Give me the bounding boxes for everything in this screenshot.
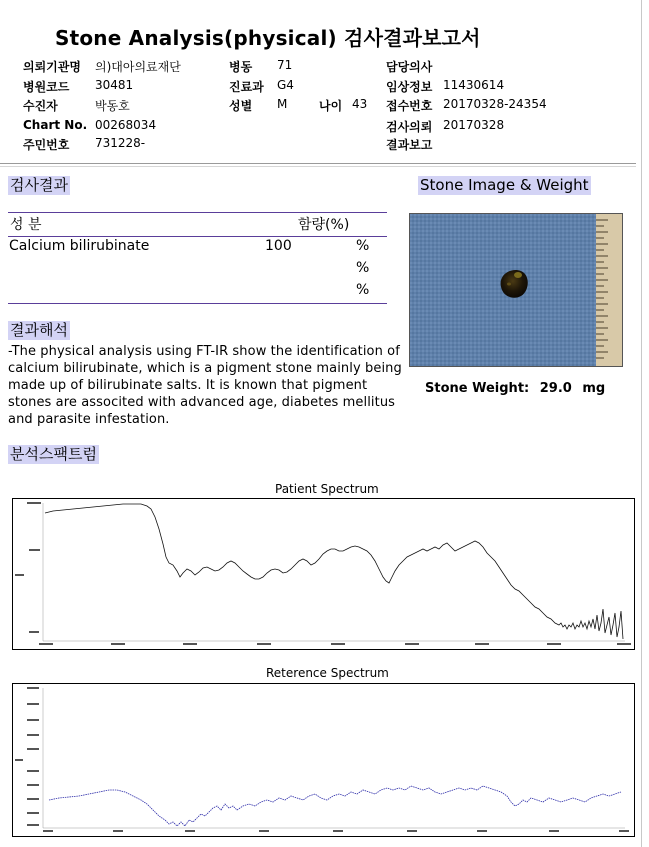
- header-field-chart-no: [23, 118, 157, 132]
- header-label: 의뢰기관명: [23, 60, 81, 74]
- header-divider: [0, 163, 636, 164]
- reference-spectrum-plot: [12, 683, 635, 837]
- header-value: 20170328: [443, 118, 505, 132]
- header-field-doctor: [386, 58, 432, 75]
- header-value: 20170328-24354: [443, 97, 547, 111]
- header-label: 나이: [319, 99, 343, 113]
- interpretation-text: -The physical analysis using FT-IR show the identification of calcium bilirubinate, which is a pigment stone mainly being made up of bilirubinate salts. It is known that pigment stones are associted with advanced age, diabetes mellitus and parasite infestation.: [8, 344, 402, 427]
- header-field-receipt-no: [386, 97, 547, 114]
- column-header-component: 성 분: [10, 217, 42, 233]
- header-field-ward: [229, 58, 293, 75]
- header-label: Chart No.: [23, 118, 88, 132]
- header-label: 성별: [229, 99, 253, 113]
- header-value: 43: [352, 97, 368, 111]
- header-field-clinical-info: [386, 78, 505, 95]
- header-value: 30481: [95, 78, 134, 92]
- header-value: M: [277, 97, 288, 111]
- section-title-spectra: 분석스팩트럼: [10, 445, 97, 463]
- table-rule: [8, 303, 387, 304]
- header-field-request-date: [386, 118, 505, 135]
- header-label: 주민번호: [23, 138, 70, 152]
- header-label: 임상정보: [386, 80, 433, 94]
- header-value: 00268034: [95, 118, 157, 132]
- patient-spectrum-plot: [12, 498, 635, 650]
- reference-spectrum-title: Reterence Spectrum: [266, 666, 389, 680]
- header-label: 병원코드: [23, 80, 70, 94]
- result-component: Calcium bilirubinate: [9, 238, 150, 254]
- header-value: 박동호: [95, 99, 130, 113]
- header-value: 71: [277, 58, 293, 72]
- patient-spectrum-line: [45, 504, 623, 639]
- stone-weight-value: 29.0: [539, 381, 572, 396]
- header-field-age: [319, 97, 368, 114]
- header-label: 병동: [229, 60, 253, 74]
- result-amount: 100: [265, 238, 292, 254]
- header-value: 11430614: [443, 78, 505, 92]
- result-unit: %: [356, 238, 370, 254]
- header-label: 검사의뢰: [386, 120, 433, 134]
- header-label: 수진자: [23, 99, 58, 113]
- header-label: 진료과: [229, 80, 264, 94]
- stone-photo: [409, 213, 623, 367]
- report-title: Stone Analysis(physical) 검사결과보고서: [55, 26, 481, 50]
- header-field-hospital-code: [23, 78, 134, 95]
- table-rule: [8, 212, 387, 213]
- header-field-institution: [23, 58, 181, 75]
- result-unit: %: [356, 260, 370, 276]
- result-unit: %: [356, 282, 370, 298]
- section-title-interpretation: 결과해석: [10, 321, 68, 339]
- page-edge: [641, 0, 642, 847]
- header-value: 의)대아의료재단: [95, 60, 181, 74]
- header-value: 731228-: [95, 136, 146, 150]
- section-title-results: 검사결과: [10, 176, 68, 194]
- header-field-resident-no: [23, 136, 146, 153]
- stone-weight-unit: mg: [582, 381, 606, 396]
- header-field-report-date: [386, 136, 432, 153]
- header-field-patient: [23, 97, 130, 114]
- header-field-sex: [229, 97, 288, 114]
- table-rule: [8, 236, 387, 237]
- header-field-department: [229, 78, 294, 95]
- reference-spectrum-line: [49, 786, 621, 826]
- header-divider: [0, 166, 636, 167]
- header-label: 담당의사: [386, 60, 433, 74]
- section-title-stone: Stone Image & Weight: [420, 176, 589, 194]
- header-value: G4: [277, 78, 294, 92]
- header-label: 접수번호: [386, 99, 433, 113]
- stone-weight-label: Stone Weight:: [425, 381, 530, 396]
- header-label: 결과보고: [386, 138, 433, 152]
- stone-weight: [425, 381, 605, 396]
- patient-spectrum-title: Patient Spectrum: [275, 482, 379, 496]
- column-header-amount: 함량(%): [298, 217, 350, 233]
